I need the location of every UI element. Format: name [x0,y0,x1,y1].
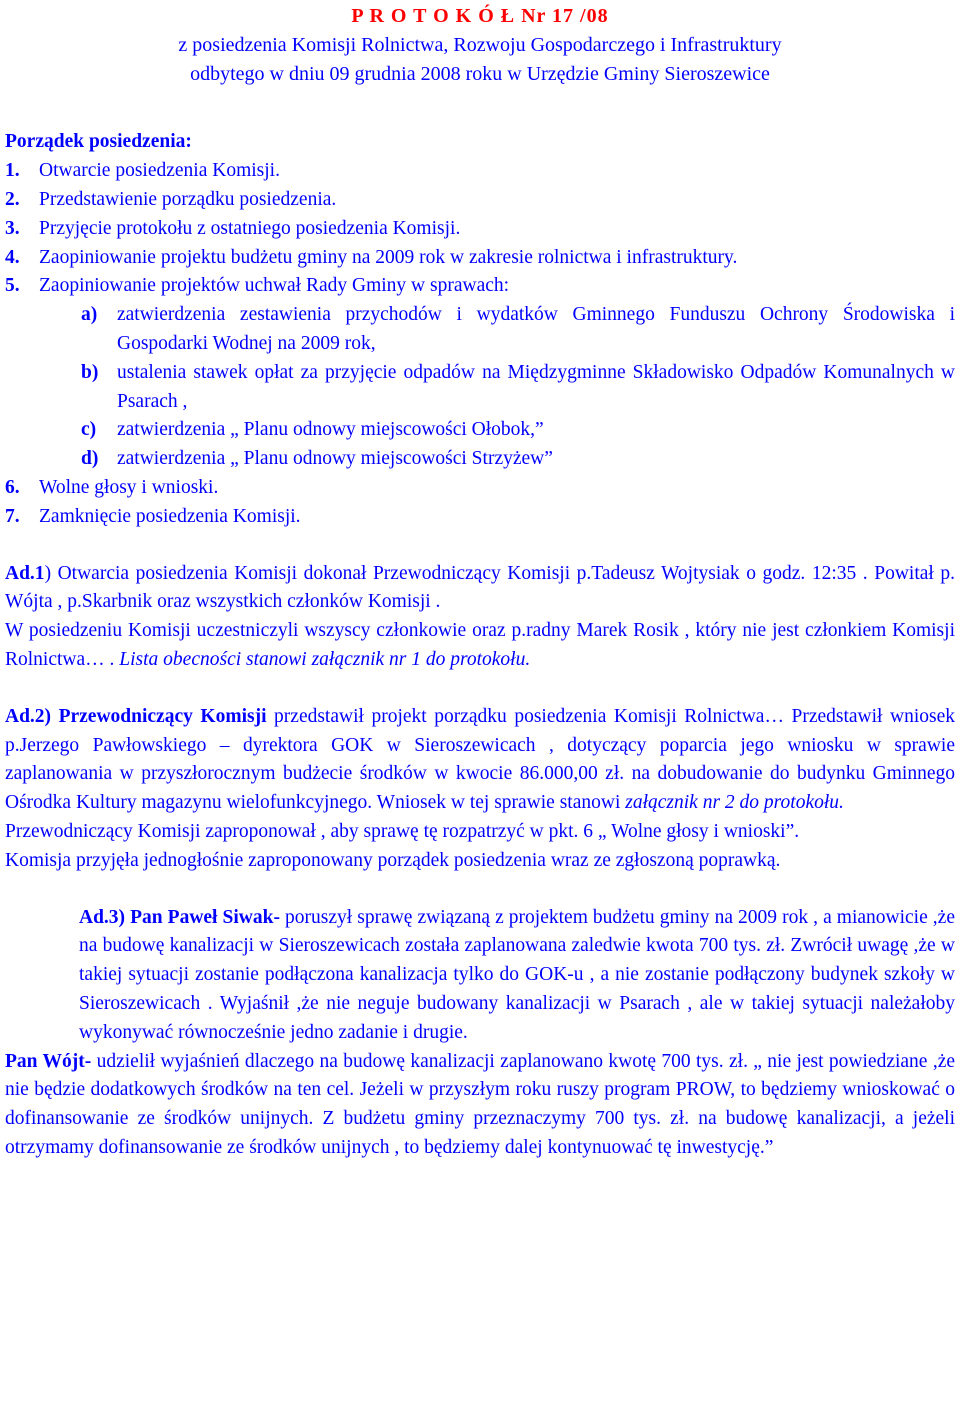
ad1-section [5,560,955,675]
spacer [5,116,955,128]
ad3-paragraph [79,904,955,1048]
agenda-item [5,272,955,301]
ad2-decision-text: Komisja przyjęła jednogłośnie zaproponowany porządek posiedzenia wraz ze zgłoszoną poprawką. [5,849,781,871]
agenda-item-text: Przyjęcie protokołu z ostatniego posiedzenia Komisji. [39,217,461,239]
agenda-subitem-letter: c) [81,419,97,441]
agenda-item-text: Otwarcie posiedzenia Komisji. [39,160,280,182]
agenda-item [5,186,955,215]
agenda-item-text: Zaopiniowanie projektu budżetu gminy na 2009 rok w zakresie rolnictwa i infrastruktury. [39,246,738,268]
ad2-section [5,703,955,876]
protocol-title: P R O T O K Ó Ł Nr 17 /08 [351,5,609,27]
agenda-heading: Porządek posiedzenia: [5,131,192,153]
agenda-item-number: 3. [5,217,20,239]
agenda-item-text: Przedstawienie porządku posiedzenia. [39,188,337,210]
ad2-proposal-text: Przewodniczący Komisji zaproponował , aby sprawę tę rozpatrzyć w pkt. 6 „ Wolne głosy i wnioski”. [5,820,800,842]
agenda-item-number: 6. [5,476,20,498]
ad1-attachment-note: Lista obecności stanowi załącznik nr 1 do protokołu. [119,648,531,670]
ad3-text: poruszył sprawę związaną z projektem budżetu gminy na 2009 rok , a mianowicie ,że na budowę kanalizacji w Sieroszewicach została zaplanowana zaledwie kwota 700 tys. zł. Zwrócił uwagę ,że w takiej sytuacji zostanie podłączona kanalizacja tylko do GOK-u , a nie zostanie podłączony budynek szkoły w Sieroszewicach . Wyjaśnił ,że nie neguje budowany kanalizacji w Psarach , ale w takiej sytuacji należałoby wykonywać równocześnie jedno zadanie i drugie. [79,906,955,1043]
ad1-paragraph [5,560,955,618]
agenda-item-number: 4. [5,246,20,268]
agenda-item-number: 1. [5,160,20,182]
agenda-item [5,215,955,244]
agenda-item [5,474,955,503]
agenda-subitem [5,359,955,417]
ad2-label: Ad.2) Przewodniczący Komisji [5,705,267,727]
ad2-text: przedstawił projekt porządku posiedzenia Komisji Rolnictwa… Przedstawił wniosek p.Jerzego Pawłowskiego – dyrektora GOK w Sieroszewicach , dotyczący poparcia jego wniosku w sprawie zaplanowania w przyszłorocznym budżecie środków w kwocie 86.000,00 zł. na dobudowanie do budynku Gminnego Ośrodka Kultury magazynu wielofunkcyjnego. Wniosek w tej sprawie stanowi [5,705,955,814]
agenda-item [5,244,955,273]
wojt-label: Pan Wójt- [5,1050,92,1072]
agenda-subitem-letter: d) [81,448,99,470]
agenda-item-number: 2. [5,188,20,210]
agenda-subitem [5,301,955,359]
spacer [5,675,955,703]
wojt-text: udzielił wyjaśnień dlaczego na budowę kanalizacji zaplanowano kwotę 700 tys. zł. „ nie jest powiedziane ,że nie będzie dodatkowych środków na ten cel. Jeżeli w przyszłym roku ruszy program PROW, to będziemy wnioskować o dofinansowanie ze środków unijnych. Z budżetu gminy przeznaczymy 700 tys. zł. na budowę kanalizacji, a jeżeli otrzymamy dofinansowanie ze środków unijnych , to będziemy dalej kontynuować tę inwestycję.” [5,1050,955,1158]
ad3-label: Ad.3) Pan Paweł Siwak- [79,906,280,928]
agenda-subitem [5,416,955,445]
ad1-label: Ad.1 [5,562,45,584]
agenda-subitem-text: zatwierdzenia „ Planu odnowy miejscowości Strzyżew” [117,448,553,470]
ad2-paragraph [5,703,955,818]
protocol-page [0,2,960,1163]
wojt-paragraph [5,1048,955,1163]
agenda-subitem-letter: a) [81,304,98,326]
agenda-subitem-text: ustalenia stawek opłat za przyjęcie odpadów na Międzygminne Składowisko Odpadów Komunalnych w Psarach , [117,361,955,412]
spacer [5,532,955,560]
wojt-section [5,1048,955,1163]
agenda-item-text: Zaopiniowanie projektów uchwał Rady Gminy w sprawach: [39,275,510,297]
agenda-item [5,503,955,532]
ad2-paragraph [5,847,955,876]
ad1-text: ) Otwarcia posiedzenia Komisji dokonał Przewodniczący Komisji p.Tadeusz Wojtysiak o godz. 12:35 . Powitał p. Wójta , p.Skarbnik oraz wszystkich członków Komisji . [5,562,955,613]
ad2-attachment-note: załącznik nr 2 do protokołu. [625,792,844,814]
protocol-header [5,2,955,88]
protocol-subtitle-line2: odbytego w dniu 09 grudnia 2008 roku w Urzędzie Gminy Sieroszewice [190,62,770,85]
spacer [5,88,955,116]
protocol-subtitle-line1: z posiedzenia Komisji Rolnictwa, Rozwoju Gospodarczego i Infrastruktury [178,33,782,56]
agenda-item-number: 5. [5,275,20,297]
agenda-subitem-letter: b) [81,361,99,383]
agenda-subitem [5,445,955,474]
agenda-item [5,157,955,186]
agenda-subitem-text: zatwierdzenia zestawienia przychodów i wydatków Gminnego Funduszu Ochrony Środowiska i Gospodarki Wodnej na 2009 rok, [117,304,955,354]
agenda-item-number: 7. [5,505,20,527]
ad1-attendance-text: W posiedzeniu Komisji uczestniczyli wszyscy członkowie oraz p.radny Marek Rosik , który nie jest członkiem Komisji Rolnictwa… . [5,620,955,670]
ad1-paragraph [5,617,955,675]
ad2-paragraph [5,818,955,847]
ad3-section [5,904,955,1048]
agenda-item-text: Zamknięcie posiedzenia Komisji. [39,505,301,527]
agenda-section [5,128,955,531]
spacer [5,876,955,904]
agenda-subitem-text: zatwierdzenia „ Planu odnowy miejscowości Ołobok,” [117,419,544,441]
agenda-item-text: Wolne głosy i wnioski. [39,476,219,498]
